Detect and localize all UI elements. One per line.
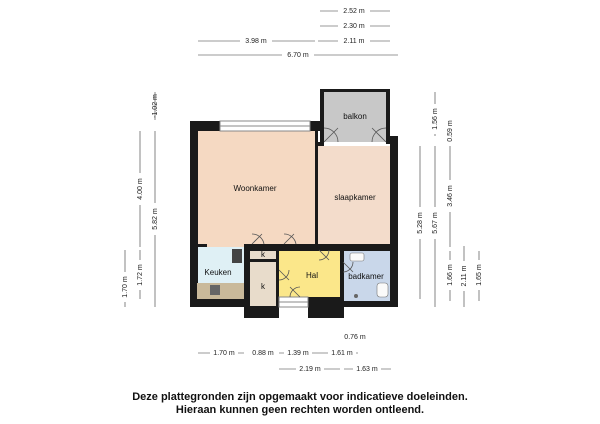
dim-label-left-172: 1.72 m [137, 264, 144, 286]
bath-toilet [377, 283, 388, 297]
wall-bottom-left [190, 299, 250, 307]
label-badkamer: badkamer [348, 272, 384, 281]
label-slaapkamer: slaapkamer [334, 193, 376, 202]
dim-label-top-252: 2.52 m [343, 8, 365, 15]
dim-label-top-670: 6.70 m [287, 52, 309, 59]
wall-right [390, 136, 398, 307]
disclaimer-line-2: Hieraan kunnen geen rechten worden ontleend. [175, 404, 425, 416]
disclaimer-line-1: Deze plattegronden zijn opgemaakt voor indicatieve doeleinden. [132, 391, 468, 403]
bath-sink [350, 253, 364, 261]
dim-label-left-400: 4.00 m [137, 178, 144, 200]
wall-hal-bad [340, 251, 344, 301]
dim-label-bottom-076: 0.76 m [344, 334, 366, 341]
wall-balkon-right [386, 89, 390, 144]
label-k2: k [261, 282, 265, 291]
dim-label-bottom-161: 1.61 m [331, 350, 353, 357]
dim-label-bottom-163: 1.63 m [356, 366, 378, 373]
dim-label-top-398: 3.98 m [245, 38, 267, 45]
dim-label-bottom-088: 0.88 m [252, 350, 274, 357]
wall-slaap-top [318, 142, 324, 146]
dim-label-left-102: -1.02 m [152, 94, 159, 118]
wall-bottom-right [342, 301, 398, 307]
dim-label-right-166: 1.66 m [447, 264, 454, 286]
dim-label-left-582: 5.82 m [152, 208, 159, 230]
dim-label-right-156: 1.56 m [432, 108, 439, 130]
bath-shower-drain [354, 294, 358, 298]
dim-label-top-230: 2.30 m [343, 23, 365, 30]
wall-keuken-top [197, 244, 207, 247]
dim-label-right-059: 0.59 m [447, 120, 454, 142]
dim-label-right-346: 3.46 m [447, 185, 454, 207]
label-k1: k [261, 250, 265, 259]
wall-balkon-left [320, 89, 324, 145]
label-balkon: balkon [343, 112, 367, 121]
dim-label-right-211: 2.11 m [461, 265, 468, 287]
dim-label-right-165: 1.65 m [476, 264, 483, 286]
wall-left [190, 121, 198, 307]
wall-mid-horizontal [244, 244, 390, 251]
dim-label-bottom-170: 1.70 m [213, 350, 235, 357]
wall-balkon-top [320, 89, 390, 92]
label-woonkamer: Woonkamer [233, 184, 277, 193]
dim-label-right-567: 5.67 m [432, 212, 439, 234]
label-hal: Hal [305, 271, 319, 280]
wall-bottom-storage [244, 306, 279, 318]
wall-woon-slaap [315, 131, 318, 247]
keuken-stove [210, 285, 220, 295]
dim-label-bottom-139: 1.39 m [287, 350, 309, 357]
dim-label-left-170: 1.70 m [122, 276, 129, 298]
label-keuken: Keuken [204, 268, 232, 277]
dim-label-bottom-219: 2.19 m [299, 366, 321, 373]
keuken-counter [197, 283, 244, 299]
wall-k-divider [250, 259, 278, 262]
dim-label-top-211: 2.11 m [343, 38, 365, 45]
keuken-fridge [232, 249, 242, 263]
dim-label-right-528: 5.28 m [417, 212, 424, 234]
wall-keuken-right [244, 247, 250, 307]
wall-bottom-hal [308, 297, 344, 318]
